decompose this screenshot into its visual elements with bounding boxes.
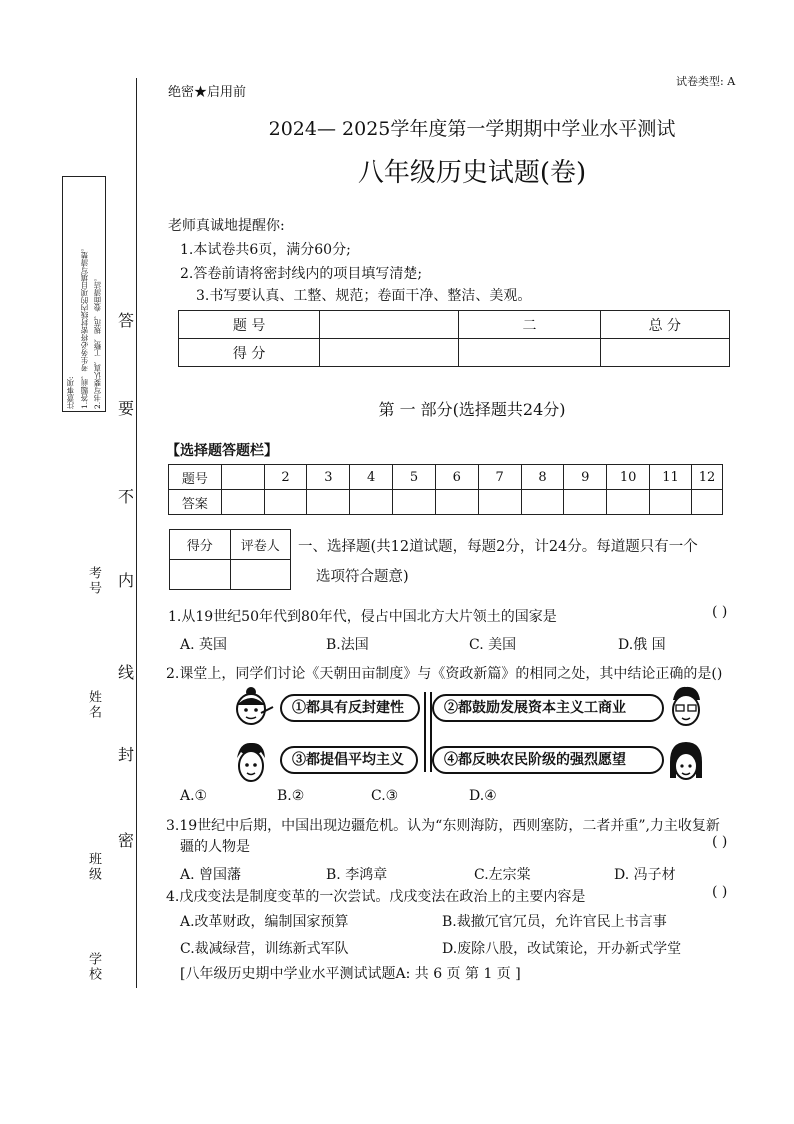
exam-subtitle: 八年级历史试题(卷): [357, 158, 587, 188]
answer-qno: 11: [650, 465, 692, 490]
answer-qno: 2: [264, 465, 307, 490]
score-head-qno: 题 号: [179, 311, 320, 339]
student-face-4-icon: [664, 738, 708, 786]
student-face-1-icon: [229, 683, 275, 731]
score-head-part1: [320, 311, 459, 339]
answer-cell[interactable]: [221, 490, 264, 515]
answer-qno: 3: [307, 465, 350, 490]
seal-char-yao: 要: [118, 399, 135, 418]
answer-qno: 6: [435, 465, 478, 490]
grading-grader-cell[interactable]: [230, 560, 291, 590]
reminder-item-3: 3.书写要认真、工整、规范；卷面干净、整洁、美观。: [196, 288, 532, 304]
q3-option-a[interactable]: A. 曾国藩: [180, 867, 242, 883]
student-face-2-icon: [666, 684, 706, 730]
score-cell[interactable]: [600, 339, 729, 367]
q2-option-d[interactable]: D.④: [469, 788, 497, 804]
q3-option-c[interactable]: C.左宗棠: [474, 867, 531, 883]
answer-cell[interactable]: [393, 490, 436, 515]
label-school: 学校: [86, 952, 101, 982]
q4-answer-paren[interactable]: ( ): [712, 884, 728, 900]
answer-table: [168, 464, 723, 515]
score-cell[interactable]: [320, 339, 459, 367]
part1-title: 第 一 部分(选择题共24分): [378, 400, 566, 419]
score-head-part2: 二: [459, 311, 600, 339]
answer-bar-title: 【选择题答题栏】: [166, 443, 278, 459]
reminder-intro: 老师真诚地提醒你:: [168, 218, 285, 234]
q3-stem: 3.19世纪中后期，中国出现边疆危机。认为“东则海防，西则塞防，二者并重”,力主收复新: [166, 818, 720, 834]
notice-line-1: 1.答题前，考生务必将密封线内的项目填写清楚。: [80, 244, 89, 409]
section1-intro-line2: 选项符合题意): [316, 569, 409, 585]
answer-qno: 9: [564, 465, 607, 490]
section1-intro-line1: 一、选择题(共12道试题，每题2分，计24分。每道题只有一个: [298, 539, 698, 555]
answer-cell[interactable]: [478, 490, 521, 515]
label-exam-no: 考号: [86, 566, 101, 596]
q4-option-b[interactable]: B.裁撤冗官冗员，允许官民上书言事: [442, 914, 667, 930]
q3-stem-cont: 疆的人物是: [180, 839, 250, 855]
answer-cell[interactable]: [691, 490, 722, 515]
score-head-total: 总 分: [600, 311, 729, 339]
grading-score-label: 得分: [170, 530, 231, 560]
q2-bubble-1: ①都具有反封建性: [280, 694, 420, 722]
notice-line-2: 2.书写要认真、工整、规范，卷面清洁。: [93, 274, 102, 409]
q3-answer-paren[interactable]: ( ): [712, 834, 728, 850]
q4-option-c[interactable]: C.裁减绿营，训练新式军队: [180, 941, 349, 957]
q4-option-a[interactable]: A.改革财政，编制国家预算: [180, 914, 349, 930]
seal-char-mi: 密: [118, 831, 135, 850]
q2-divider: [424, 692, 432, 772]
answer-cell[interactable]: [521, 490, 564, 515]
q4-option-d[interactable]: D.废除八股，改试策论，开办新式学堂: [442, 941, 682, 957]
q3-option-b[interactable]: B. 李鸿章: [326, 867, 388, 883]
notice-box: [62, 176, 106, 412]
secret-label: 绝密★启用前: [168, 85, 247, 100]
answer-qno: 10: [607, 465, 650, 490]
label-name: 姓名: [86, 690, 101, 720]
q4-stem: 4.戊戌变法是制度变革的一次尝试。戊戌变法在政治上的主要内容是: [166, 889, 586, 905]
score-row-label: 得 分: [179, 339, 320, 367]
seal-char-feng: 封: [118, 745, 135, 764]
answer-cell[interactable]: [650, 490, 692, 515]
seal-char-bu: 不: [118, 487, 135, 506]
answer-cell[interactable]: [307, 490, 350, 515]
answer-cell[interactable]: [607, 490, 650, 515]
grading-table: [169, 529, 291, 590]
score-table: [178, 310, 730, 367]
notice-title: 注意事项:: [66, 376, 75, 409]
q2-option-b[interactable]: B.②: [277, 788, 305, 804]
answer-qno: 4: [350, 465, 393, 490]
seal-char-nei: 内: [118, 571, 135, 590]
answer-row-label: 答案: [169, 490, 222, 515]
q1-stem: 1.从19世纪50年代到80年代，侵占中国北方大片领土的国家是: [168, 609, 557, 625]
paper-type: 试卷类型: A: [676, 75, 736, 88]
q3-option-d[interactable]: D. 冯子材: [614, 867, 676, 883]
reminder-item-1: 1.本试卷共6页，满分60分;: [180, 242, 351, 258]
seal-char-da: 答: [118, 311, 135, 330]
seal-char-xian: 线: [118, 663, 135, 682]
page-footer: [八年级历史期中学业水平测试试题A: 共 6 页 第 1 页 ]: [180, 966, 521, 982]
answer-qno: 7: [478, 465, 521, 490]
answer-cell[interactable]: [350, 490, 393, 515]
answer-head-label: 题号: [169, 465, 222, 490]
answer-qno: 8: [521, 465, 564, 490]
exam-title: 2024— 2025学年度第一学期期中学业水平测试: [268, 118, 676, 140]
q2-option-c[interactable]: C.③: [371, 788, 399, 804]
q2-bubble-3: ③都提倡平均主义: [280, 746, 418, 774]
seal-line: [136, 78, 137, 988]
answer-qno: 12: [691, 465, 722, 490]
answer-qno: [221, 465, 264, 490]
label-class: 班级: [86, 852, 101, 882]
q1-answer-paren[interactable]: ( ): [712, 604, 728, 620]
q1-option-b[interactable]: B.法国: [326, 637, 369, 653]
q2-option-a[interactable]: A.①: [180, 788, 208, 804]
q2-bubble-2: ②都鼓励发展资本主义工商业: [432, 694, 664, 722]
q1-option-d[interactable]: D.俄 国: [618, 637, 666, 653]
score-cell[interactable]: [459, 339, 600, 367]
q1-option-c[interactable]: C. 美国: [469, 637, 517, 653]
answer-cell[interactable]: [435, 490, 478, 515]
reminder-item-2: 2.答卷前请将密封线内的项目填写清楚;: [180, 266, 423, 282]
q2-stem: 2.课堂上，同学们讨论《天朝田亩制度》与《资政新篇》的相同之处，其中结论正确的是(): [166, 666, 723, 682]
grading-grader-label: 评卷人: [230, 530, 291, 560]
answer-cell[interactable]: [564, 490, 607, 515]
q1-option-a[interactable]: A. 英国: [180, 637, 228, 653]
student-face-3-icon: [232, 740, 270, 786]
q2-bubble-4: ④都反映农民阶级的强烈愿望: [432, 746, 664, 774]
grading-score-cell[interactable]: [170, 560, 231, 590]
answer-qno: 5: [393, 465, 436, 490]
answer-cell[interactable]: [264, 490, 307, 515]
